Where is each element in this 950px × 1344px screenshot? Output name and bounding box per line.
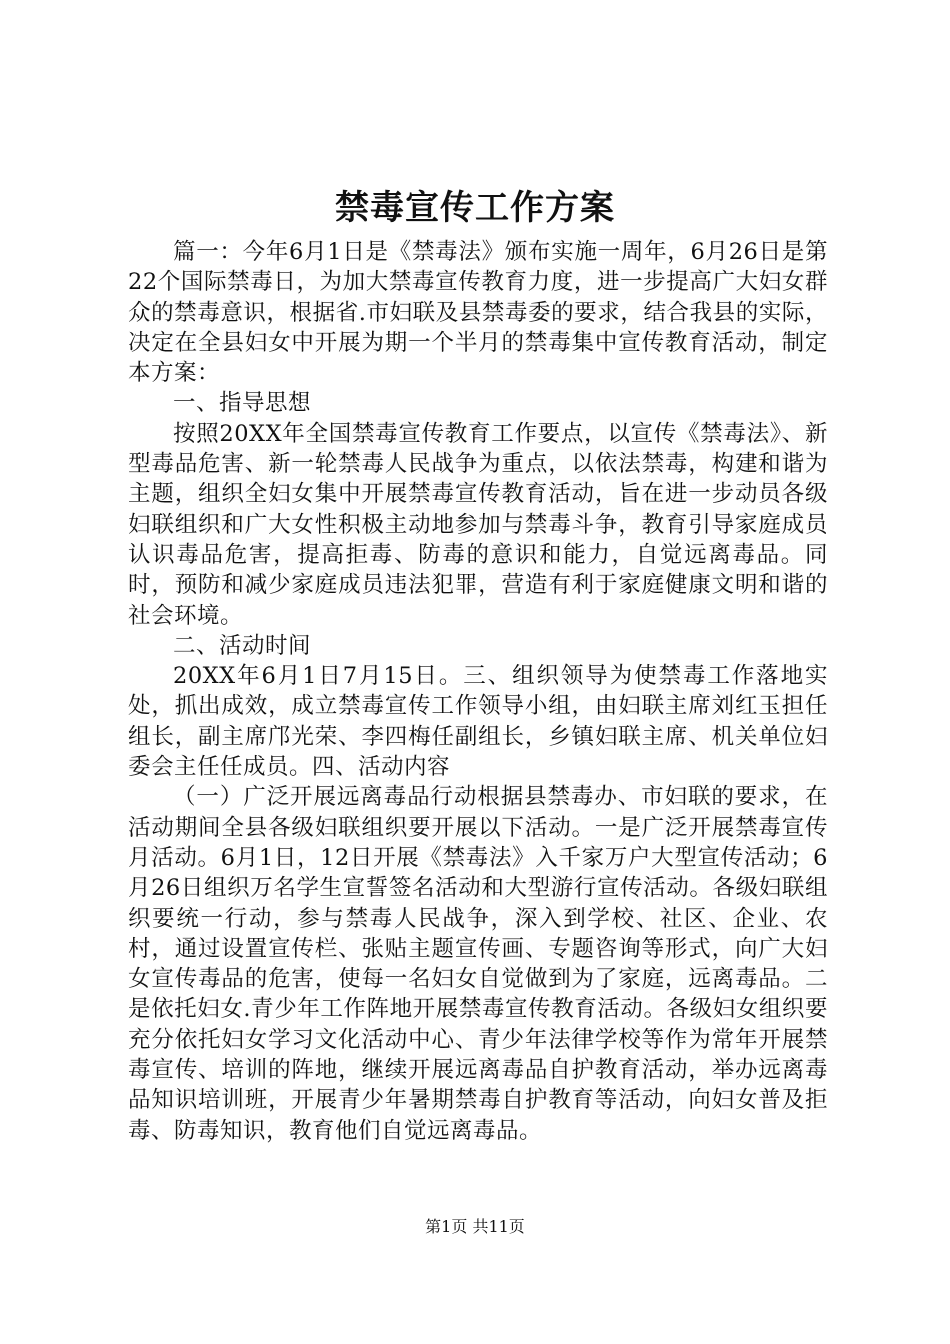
section-heading-activity-time: 二、活动时间	[173, 632, 312, 659]
paragraph-activity-time: 20XX年6月1日7月15日。三、组织领导为使禁毒工作落地实处，抓出成效，成立禁毒宣传工作领导小组，由妇联主席刘红玉担任组长，副主席邝光荣、李四梅任副组长，乡镇妇联主席、机关单位妇委会主任任成员。四、活动内容	[128, 663, 828, 781]
document-body	[128, 237, 828, 1146]
paragraph-guiding-ideology: 按照20XX年全国禁毒宣传教育工作要点，以宣传《禁毒法》、新型毒品危害、新一轮禁毒人民战争为重点，以依法禁毒，构建和谐为主题，组织全妇女集中开展禁毒宣传教育活动，旨在进一步动员各级妇联组织和广大女性积极主动地参加与禁毒斗争，教育引导家庭成员认识毒品危害，提高拒毒、防毒的意识和能力，自觉远离毒品。同时，预防和减少家庭成员违法犯罪，营造有利于家庭健康文明和谐的社会环境。	[128, 420, 828, 629]
page-footer: 第1页 共11页	[425, 1217, 525, 1236]
section-heading-guiding-ideology: 一、指导思想	[173, 390, 312, 417]
paragraph-intro: 篇一：今年6月1日是《禁毒法》颁布实施一周年，6月26日是第22个国际禁毒日，为加大禁毒宣传教育力度，进一步提高广大妇女群众的禁毒意识，根据省.市妇联及县禁毒委的要求，结合我县的实际，决定在全县妇女中开展为期一个半月的禁毒集中宣传教育活动，制定本方案：	[128, 239, 828, 387]
document-title: 禁毒宣传工作方案	[335, 188, 615, 228]
paragraph-activity-content: （一）广泛开展远离毒品行动根据县禁毒办、市妇联的要求，在活动期间全县各级妇联组织要开展以下活动。一是广泛开展禁毒宣传月活动。6月1日，12日开展《禁毒法》入千家万户大型宣传活动；6月26日组织万名学生宣誓签名活动和大型游行宣传活动。各级妇联组织要统一行动，参与禁毒人民战争，深入到学校、社区、企业、农村，通过设置宣传栏、张贴主题宣传画、专题咨询等形式，向广大妇女宣传毒品的危害，使每一名妇女自觉做到为了家庭，远离毒品。二是依托妇女.青少年工作阵地开展禁毒宣传教育活动。各级妇女组织要充分依托妇女学习文化活动中心、青少年法律学校等作为常年开展禁毒宣传、培训的阵地，继续开展远离毒品自护教育活动，举办远离毒品知识培训班，开展青少年暑期禁毒自护教育等活动，向妇女普及拒毒、防毒知识，教育他们自觉远离毒品。	[128, 784, 828, 1144]
